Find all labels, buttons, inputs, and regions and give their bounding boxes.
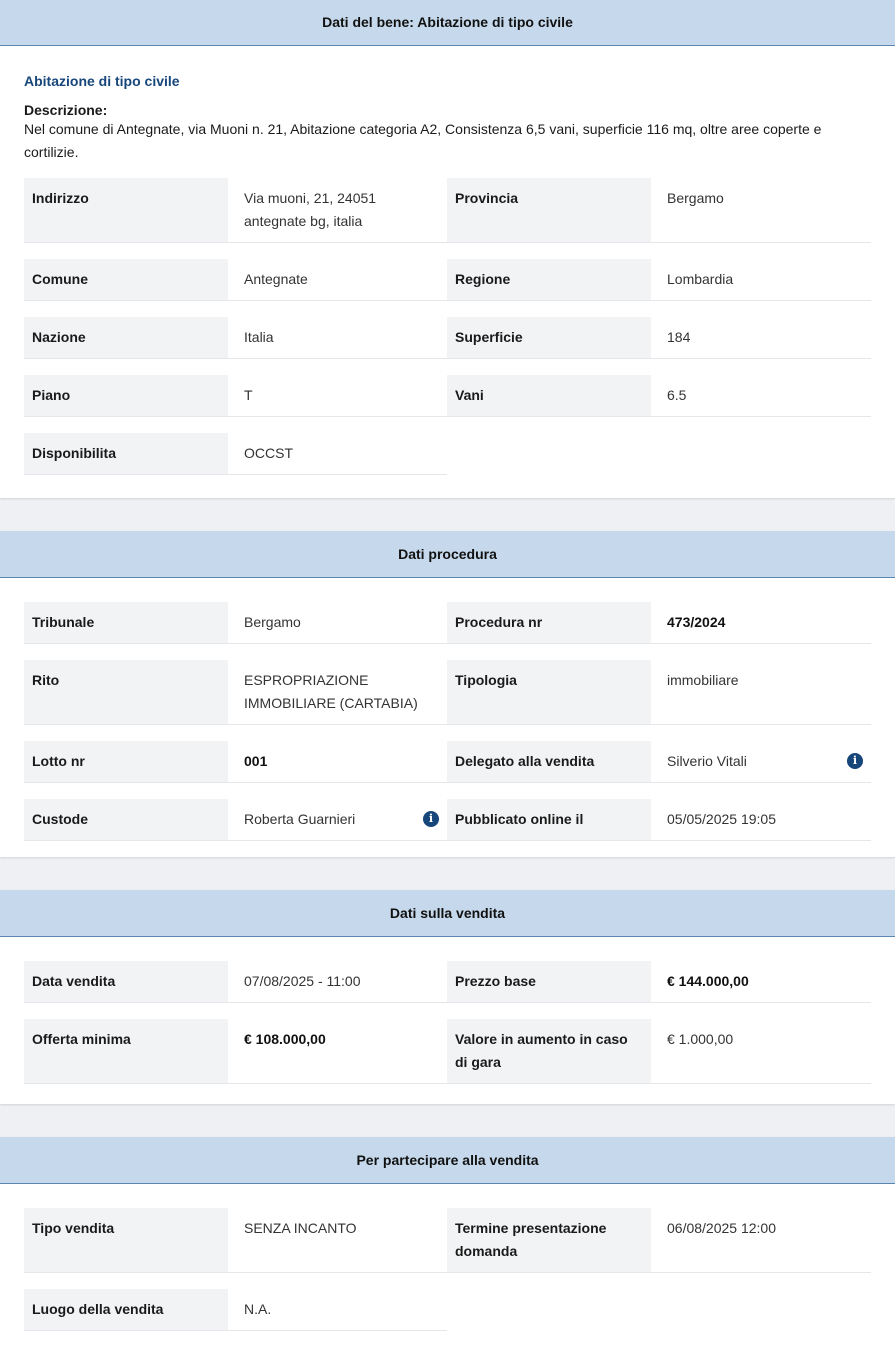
- indirizzo-line-2: antegnate bg, italia: [244, 213, 363, 229]
- vani-label: Vani: [447, 375, 651, 417]
- disponibilita-value: OCCST: [228, 433, 447, 475]
- dati-procedura-card: [0, 531, 895, 857]
- indirizzo-line-1: Via muoni, 21, 24051: [244, 190, 377, 206]
- comune-value: Antegnate: [228, 259, 447, 301]
- descrizione-text: Nel comune di Antegnate, via Muoni n. 21, Abitazione categoria A2, Consistenza 6,5 vani, superficie 116 mq, oltre aree coperte e cortilizie.: [24, 121, 822, 160]
- info-icon[interactable]: i: [423, 811, 439, 827]
- rito-value: [228, 660, 447, 725]
- tipo-vendita-value: SENZA INCANTO: [228, 1208, 447, 1273]
- offerta-minima-value: € 108.000,00: [228, 1019, 447, 1084]
- regione-value: Lombardia: [651, 259, 871, 301]
- provincia-value: Bergamo: [651, 178, 871, 243]
- info-icon[interactable]: i: [847, 753, 863, 769]
- indirizzo-label: Indirizzo: [24, 178, 228, 243]
- termine-line-2: domanda: [455, 1243, 518, 1259]
- nazione-label: Nazione: [24, 317, 228, 359]
- prezzo-base-value: € 144.000,00: [651, 961, 871, 1003]
- tribunale-label: Tribunale: [24, 602, 228, 644]
- data-vendita-label: Data vendita: [24, 961, 228, 1003]
- partecipare-card: [0, 1137, 895, 1351]
- luogo-vendita-label: Luogo della vendita: [24, 1289, 228, 1331]
- bene-title: Abitazione di tipo civile: [24, 73, 180, 89]
- custode-label: Custode: [24, 799, 228, 841]
- pubblicato-value: 05/05/2025 19:05: [651, 799, 871, 841]
- tipo-vendita-label: Tipo vendita: [24, 1208, 228, 1273]
- prezzo-base-label: Prezzo base: [447, 961, 651, 1003]
- empty-cell: [651, 1289, 871, 1331]
- dati-procedura-header: Dati procedura: [0, 531, 895, 578]
- dati-bene-card: [0, 0, 895, 498]
- offerta-minima-label: Offerta minima: [24, 1019, 228, 1084]
- tipologia-value: immobiliare: [651, 660, 871, 725]
- valore-aumento-line-2: di gara: [455, 1054, 501, 1070]
- luogo-vendita-value: N.A.: [228, 1289, 447, 1331]
- valore-aumento-value: € 1.000,00: [651, 1019, 871, 1084]
- delegato-label: Delegato alla vendita: [447, 741, 651, 783]
- descrizione-label: Descrizione:: [24, 102, 108, 118]
- procedura-nr-label: Procedura nr: [447, 602, 651, 644]
- valore-aumento-label: [447, 1019, 651, 1084]
- custode-name: Roberta Guarnieri: [244, 811, 356, 827]
- dati-vendita-card: [0, 890, 895, 1104]
- tipologia-label: Tipologia: [447, 660, 651, 725]
- vani-value: 6.5: [651, 375, 871, 417]
- piano-label: Piano: [24, 375, 228, 417]
- dati-bene-header: Dati del bene: Abitazione di tipo civile: [0, 0, 895, 46]
- valore-aumento-line-1: Valore in aumento in caso: [455, 1031, 628, 1047]
- termine-line-1: Termine presentazione: [455, 1220, 607, 1236]
- delegato-name: Silverio Vitali: [667, 753, 747, 769]
- nazione-value: Italia: [228, 317, 447, 359]
- lotto-nr-label: Lotto nr: [24, 741, 228, 783]
- empty-cell: [447, 1289, 651, 1331]
- tribunale-value: Bergamo: [228, 602, 447, 644]
- rito-line-2: IMMOBILIARE (CARTABIA): [244, 695, 418, 711]
- provincia-label: Provincia: [447, 178, 651, 243]
- lotto-nr-value: 001: [228, 741, 447, 783]
- delegato-value: [651, 741, 871, 783]
- custode-value: [228, 799, 447, 841]
- rito-line-1: ESPROPRIAZIONE: [244, 672, 369, 688]
- procedura-nr-value: 473/2024: [651, 602, 871, 644]
- indirizzo-value: [228, 178, 447, 243]
- empty-cell: [447, 433, 651, 475]
- pubblicato-label: Pubblicato online il: [447, 799, 651, 841]
- termine-label: [447, 1208, 651, 1273]
- regione-label: Regione: [447, 259, 651, 301]
- piano-value: T: [228, 375, 447, 417]
- disponibilita-label: Disponibilita: [24, 433, 228, 475]
- dati-vendita-header: Dati sulla vendita: [0, 890, 895, 937]
- comune-label: Comune: [24, 259, 228, 301]
- empty-cell: [651, 433, 871, 475]
- termine-value: 06/08/2025 12:00: [651, 1208, 871, 1273]
- rito-label: Rito: [24, 660, 228, 725]
- superficie-value: 184: [651, 317, 871, 359]
- data-vendita-value: 07/08/2025 - 11:00: [228, 961, 447, 1003]
- partecipare-header: Per partecipare alla vendita: [0, 1137, 895, 1184]
- superficie-label: Superficie: [447, 317, 651, 359]
